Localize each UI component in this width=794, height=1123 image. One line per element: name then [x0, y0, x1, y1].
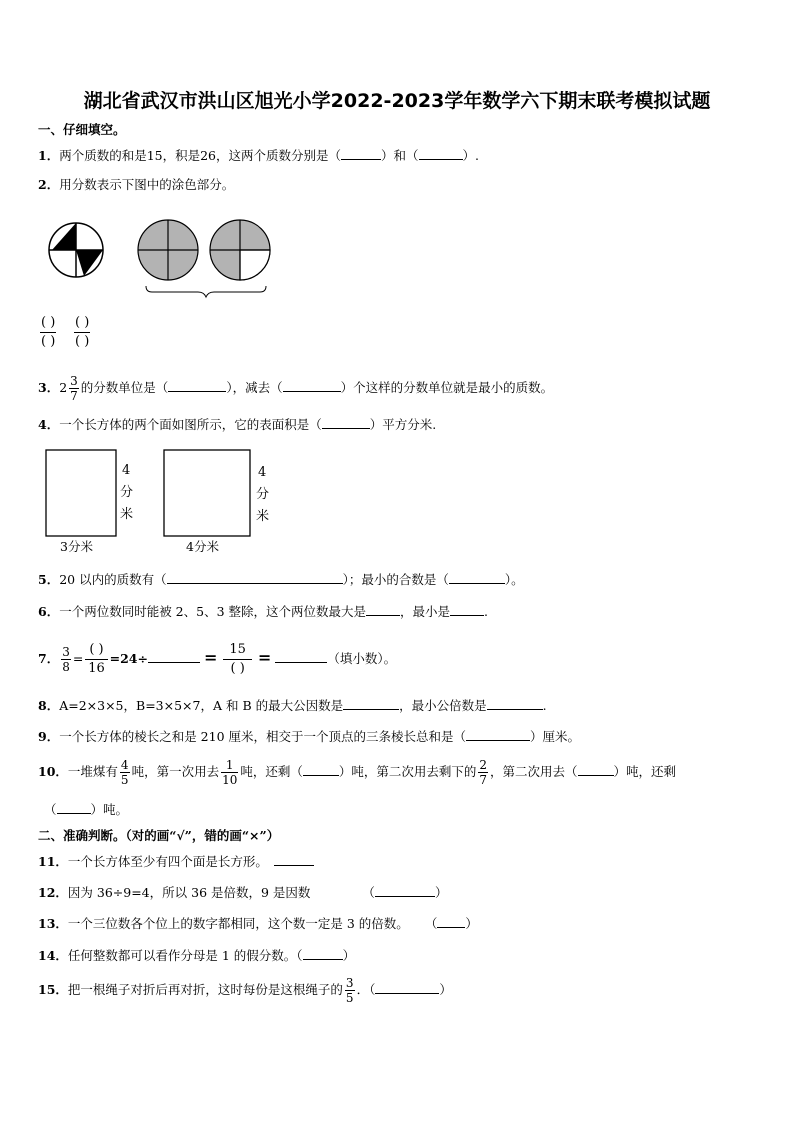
question-15: 15．把一根绳子对折后再对折，这时每份是这根绳子的 $\frac{3}{5}$ ．（ ） — [38, 976, 452, 1005]
question-2: 2．用分数表示下图中的涂色部分。 — [38, 177, 235, 192]
question-12: 12．因为 36÷9=4，所以 36 是倍数，9 是因数 （ ） — [38, 885, 448, 900]
answer-blank[interactable] — [322, 416, 370, 429]
answer-blank[interactable] — [450, 603, 484, 616]
answer-blank[interactable] — [274, 853, 314, 866]
answer-blank[interactable] — [303, 947, 343, 960]
shaded-circles-figure — [40, 210, 280, 300]
answer-blank[interactable] — [303, 763, 339, 776]
fraction-answer-1[interactable]: $\frac{( )}{( )}$ — [41, 315, 56, 349]
question-1: 1．两个质数的和是15，积是26，这两个质数分别是（ ）和（ ）. — [38, 148, 480, 163]
answer-blank[interactable] — [437, 915, 465, 928]
fraction-answer-2[interactable]: $\frac{( )}{( )}$ — [75, 315, 90, 349]
question-9: 9．一个长方体的棱长之和是 210 厘米，相交于一个顶点的三条棱长总和是（ ）厘米。 — [38, 729, 581, 744]
circle-3 — [210, 220, 270, 280]
fraction-blank[interactable]: $\frac{( )}{16}$ — [85, 641, 107, 678]
answer-blank[interactable] — [578, 763, 614, 776]
answer-blank[interactable] — [466, 728, 530, 741]
question-10-cont: （ ）吨。 — [44, 802, 129, 817]
answer-blank[interactable] — [375, 884, 435, 897]
svg-text:4: 4 — [258, 465, 267, 480]
answer-blank[interactable] — [167, 571, 343, 584]
svg-text:米: 米 — [120, 507, 134, 522]
svg-text:3分米: 3分米 — [60, 539, 93, 554]
answer-blank[interactable] — [366, 603, 400, 616]
svg-text:4: 4 — [122, 463, 131, 478]
question-3: 3．2 $\frac{3}{7}$ 的分数单位是（ ），减去（ ）个这样的分数单位就是最小的质数。 — [38, 374, 554, 403]
box-faces-figure — [40, 446, 290, 558]
answer-blank[interactable] — [275, 650, 327, 663]
section-1-heading: 一、仔细填空。 — [38, 122, 126, 137]
answer-blank[interactable] — [375, 981, 439, 994]
answer-blank[interactable] — [343, 697, 399, 710]
answer-blank[interactable] — [419, 147, 463, 160]
question-13: 13．一个三位数各个位上的数字都相同，这个数一定是 3 的倍数。 （ ） — [38, 916, 478, 931]
fraction-blank[interactable]: $\frac{15}{( )}$ — [223, 641, 252, 678]
answer-blank[interactable] — [168, 379, 226, 392]
question-7: 7． $\frac{3}{8}$ = $\frac{( )}{16}$ =24÷ = $\frac{15}{( )}$ = （填小数）。 — [38, 642, 397, 676]
question-8: 8．A=2×3×5，B=3×5×7，A 和 B 的最大公因数是 ，最小公倍数是 . — [38, 698, 547, 713]
svg-text:4分米: 4分米 — [186, 539, 219, 554]
svg-text:分: 分 — [256, 487, 270, 502]
answer-blank[interactable] — [283, 379, 341, 392]
page-title: 湖北省武汉市洪山区旭光小学2022-2023学年数学六下期末联考模拟试题 — [83, 90, 711, 112]
svg-text:分: 分 — [120, 485, 134, 500]
answer-blank[interactable] — [57, 801, 91, 814]
question-14: 14．任何整数都可以看作分母是 1 的假分数。（ ） — [38, 948, 356, 963]
question-10: 10．一堆煤有 $\frac{4}{5}$ 吨，第一次用去 $\frac{1}{10}$ 吨，还剩（ ）吨，第二次用去剩下的 $\frac{2}{7}$ ，第二次用去（ ）吨，还剩 — [38, 758, 677, 787]
question-4: 4．一个长方体的两个面如图所示，它的表面积是（ ）平方分米. — [38, 417, 437, 432]
circle-1 — [49, 223, 103, 277]
brace — [146, 286, 266, 297]
circle-2 — [138, 220, 198, 280]
answer-blank[interactable] — [148, 650, 200, 663]
question-5: 5．20 以内的质数有（ ）；最小的合数是（ ）。 — [38, 572, 524, 587]
answer-blank[interactable] — [487, 697, 543, 710]
answer-blank[interactable] — [341, 147, 381, 160]
section-2-heading: 二、准确判断。（对的画“√”，错的画“×”） — [38, 828, 280, 843]
svg-text:米: 米 — [256, 509, 270, 524]
face-1 — [46, 450, 116, 536]
question-11: 11．一个长方体至少有四个面是长方形。 — [38, 853, 314, 870]
face-2 — [164, 450, 250, 536]
answer-blank[interactable] — [449, 571, 505, 584]
question-6: 6．一个两位数同时能被 2、5、3 整除，这个两位数最大是 ，最小是 . — [38, 604, 489, 619]
